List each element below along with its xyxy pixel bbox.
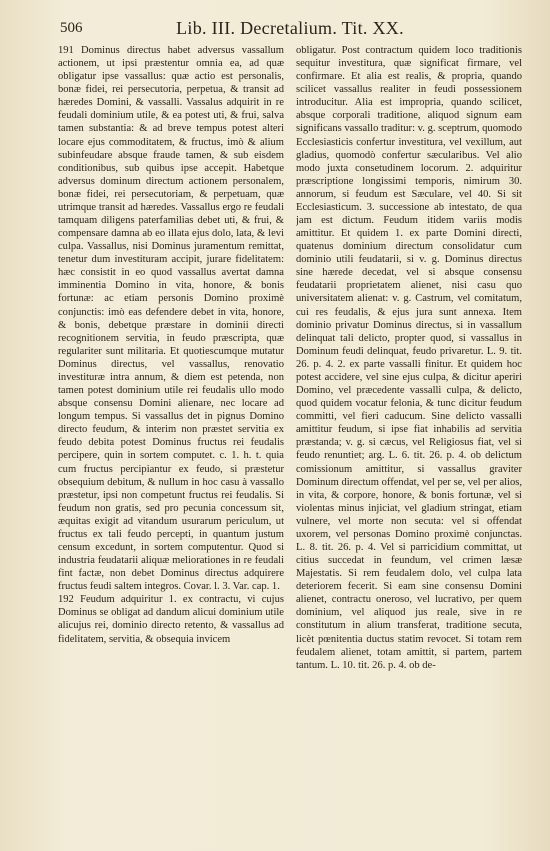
paragraph-192-continued: obligatur. Post contractum quidem loco traditionis sequitur investitura, quæ significat firmare, vel confirmare. Et alia est realis, & propria, quando scilicet vassallus realiter in feudi possessionem introducitur. Alia est impropria, quando scilicet, absque corporali traditione, aliquod signum eam significans vassallo traditur: v. g. sceptrum, quomodo Ecclesiasticis confertur investitura, vel vexillum, aut gladius, quomodò confertur sæcularibus. Vel alio modo juxta consetudinem locorum. 2. adquiritur præscriptione longissimi temporis, nimirum 30. annorum, si feudum est Sæculare, vel 40. Si sit Ecclesiasticum. 3. successione ab intestato, de qua jam est dictum. Feudum itidem variis modis amittitur. Et quidem 1. ex parte Domini directi, quatenus dominium directum consolidatur cum dominio utili feudatarii, si v. g. Dominus directus sine hærede decedat, vel si absque consensu feudatarii proprietatem alienet, nisi casu quo universitatem alienat: v. g. Castrum, vel comitatum, cui res feudalis, & ejus jura sunt annexa. Item dominio privatur Dominus directus, si in vassallum delinquat tali delicto, propter quod, si vassallus in Dominum feudi delinquat, feudo privaretur. L. 9. tit. 26. p. 4. 2. ex parte vassalli finitur. Et quidem hoc potest accidere, vel sine ejus culpa, & dicitur aperiri Domino, vel præcedente vassalli culpa, & delicto, quod quidem vocatur felonia, & tunc dicitur feudum committi, vel fieri caducum. Sine delicto vassalli amittitur feudum, si ipse fiat inhabilis ad servitia præstanda; v. g. si cæcus, vel Religiosus fiat, vel si feudo renuntiet; arg. L. 6. tit. 26. p. 4. ob delictum comissionum amittitur, si vassallus graviter Dominum directum offendat, vel per se, vel per alios, in vita, & corpore, honore, & bonis fortunæ, vel si violentas minus injiciat, vel gladium stringat, etiam vulnere, vel morte non secuta: vel si offendat uxorem, vel personas Domino proximè conjunctas. L. 8. tit. 26. p. 4. Vel si parricidium committat, ut citius succedat in feundum, vel crimen læsæ Majestatis. Si rem feudalem dolo, vel culpa lata deteriorem fecerit. Si eam sine consensu Domini alienet, contractu oneroso, vel lucrativo, per quem dominium, vel aliquod jus reale, sive in re constitutum in alium transferat, traditione secuta, licèt pœnitentia ductus statim revocet. Si totam rem feudalem alienet, totam amittit, si partem, partem tantum. L. 10. tit. 26. p. 4. ob de- — [296, 45, 522, 671]
right-column — [296, 44, 522, 843]
page-number: 506 — [60, 20, 83, 36]
left-column — [58, 44, 284, 843]
paragraph-192: 192 Feudum adquiritur 1. ex contractu, vi cujus Dominus se obligat ad dandum alicui dominium utile alicujus rei, dominio directo retento, & vassallus ad fidelitatem, servitia, & obsequia invicem — [58, 594, 284, 645]
page-header — [60, 16, 520, 44]
running-head: Lib. III. Decretalium. Tit. XX. — [176, 18, 404, 38]
text-columns — [58, 44, 522, 843]
paragraph-191: 191 Dominus directus habet adversus vassallum actionem, ut ipsi præstentur omnia ea, ad quæ obligatur ipse vassallus: quæ actio est personalis, bonæ fidei, rei persecutoria, perpetua, & transit ad hæredes Domini, & vassalli. Vassalus adquirit in re feudali dominium utile, & ea potest uti, & frui, salva tamen substantia: & ad breve tempus potest alteri locare ejus commoditatem, & fructus, imò & alium subinfeudare absque fraude tamen, & sub eisdem conditionibus, sub quibus ipse accepit. Habetque adversus dominum directum actionem personalem, bonæ fidei, rei persecutoriam, & perpetuam, quæ utrimque transit ad hæredes. Vassallus ergo re feudali tamquam diligens paterfamilias debet uti, & frui, & compensare damna ab eo illata ejus dolo, lata, & levi culpa. Vassallus, nisi Dominus juramentum remittat, tenetur dum investituram accipit, jurare fidelitatem: hæc consistit in eo quod vassallus avertat damna imminentia Domino in vita, honore, & bonis fortunæ: ac etiam personis Domino proximè conjunctis: imò eas defendere debet in vita, honore, & bonis, debetque præstare in dominii directi recognitionem servitia, in feudo præscripta, quæ regulariter sunt militaria. Et quotiescumque mutatur Dominus directus, vel vassallus, renovatio investituræ intra annum, & diem est petenda, non tamen potest dominium utile rei feudalis ullo modo absque consensu Domini alienare, nec locare ad longum tempus. Si vassallus det in pignus Domino directo feudum, & interim non præstet servitia ex feudo debita potest Dominus fructus rei feudalis percipere, quin in sortem computet. c. 1. h. t. quia cum fructus percipiantur ex feudo, si præstetur obsequium debitum, & nullum in hoc casu à vassallo præstetur, ipsi non competunt fructus rei feudalis. Si feudum non gratis, sed pro pecunia concessum sit, æquitas exigit ad vitandum usurarum periculum, ut fructus ex tali feudo percepti, in quantum justum censum excedunt, in sortem computentur. Quod si industria feudatarii aliquæ meliorationes in re feudali fint factæ, non debet Dominus directus adquirere fructus feudi saltem integros. Covar. l. 3. Var. cap. 1. — [58, 45, 284, 593]
